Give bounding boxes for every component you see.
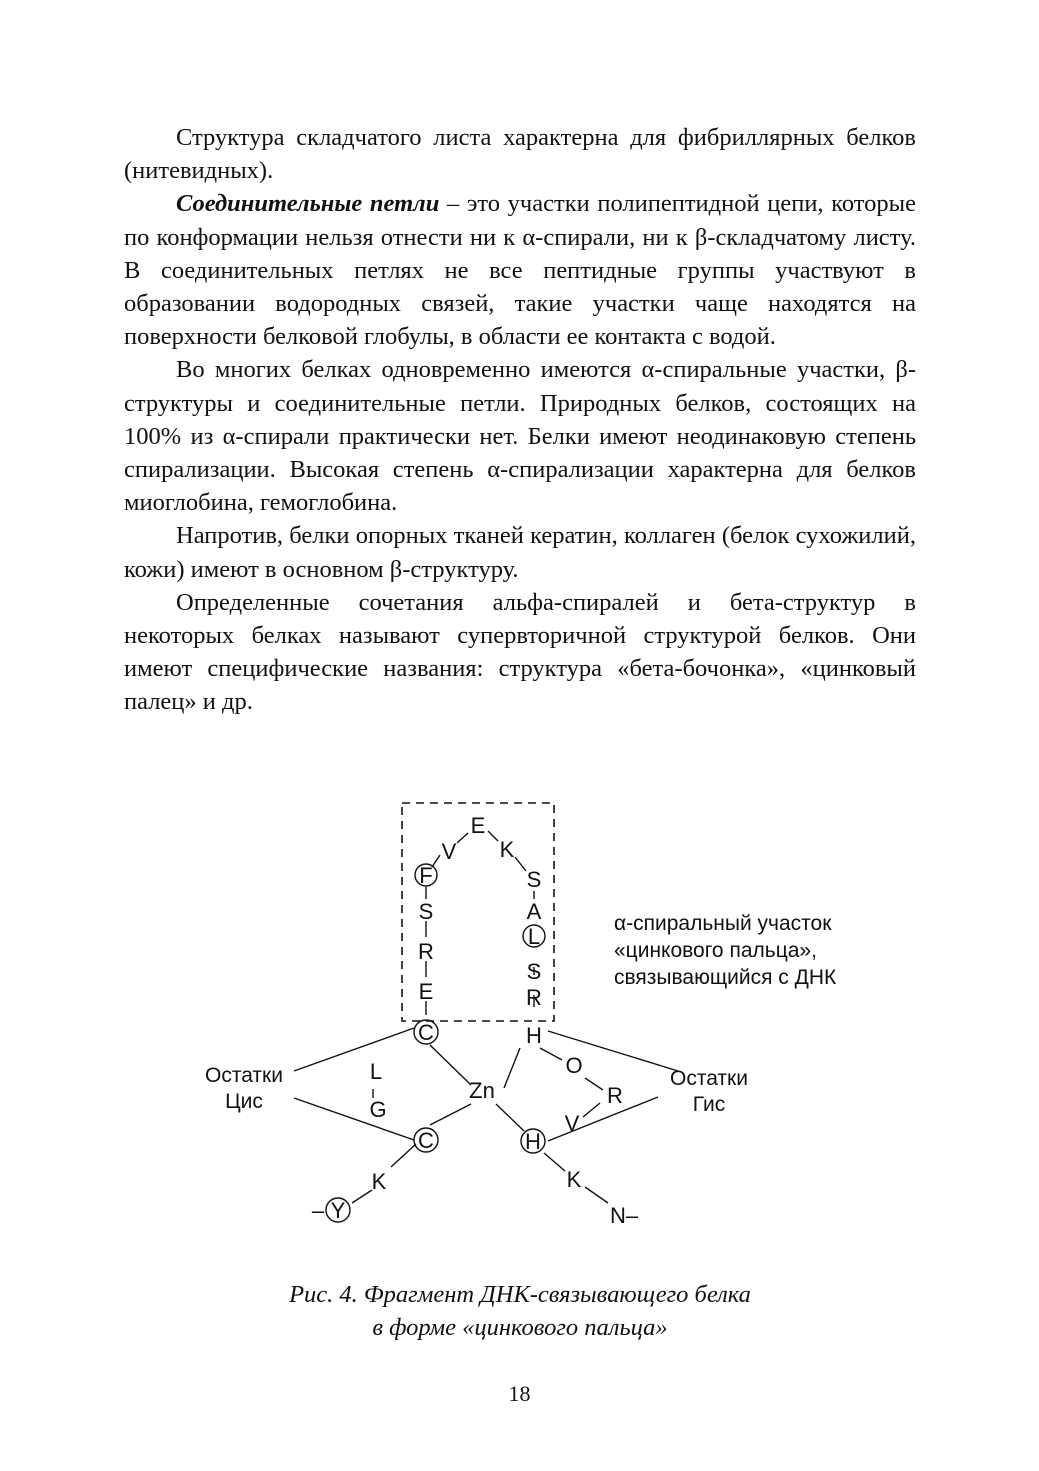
residue-E-top: E xyxy=(470,813,486,838)
residue-H-bottom: H xyxy=(525,1129,541,1154)
residue-R-left: R xyxy=(418,939,434,964)
residue-S-left: S xyxy=(418,899,434,924)
paragraph-1 xyxy=(124,121,916,187)
his-label-line-2: Гис xyxy=(692,1093,726,1116)
residue-K-top: K xyxy=(499,837,515,862)
page-number: 18 xyxy=(508,1381,531,1406)
residue-R-right: R xyxy=(526,985,542,1010)
paragraph-4-text: Напротив, белки опорных тканей кератин, коллаген (белок сухожилий, кожи) имеют в основном β-структуру. xyxy=(124,522,916,583)
residue-K-tail-left: K xyxy=(371,1169,387,1194)
residue-L-loop: L xyxy=(369,1059,383,1084)
residue-V-top: V xyxy=(441,839,457,864)
caption-line-1: Рис. 4. Фрагмент ДНК-связывающего белка xyxy=(289,1281,751,1308)
residue-Y-tail: Y xyxy=(330,1198,346,1223)
residue-F: F xyxy=(419,863,433,888)
paragraph-2 xyxy=(124,187,916,353)
cys-label-line-2: Цис xyxy=(225,1090,263,1113)
residue-V-loop: V xyxy=(564,1111,580,1136)
residue-K-tail-right: K xyxy=(566,1167,582,1192)
paragraph-3 xyxy=(124,353,916,519)
paragraph-3-text: Во многих белках одновременно имеются α-спиральные участки, β-структуры и соединительные петли. Природных белков, состоящих на 100% из α-спирали практически нет. Белки имеют неодинаковую степень спирализации. Высокая степень α-спирализации характерна для белков миоглобина, гемоглобина. xyxy=(124,356,916,517)
residue-circles xyxy=(326,864,545,1222)
paragraph-1-text: Структура складчатого листа характерна для фибриллярных белков (нитевидных). xyxy=(124,124,916,185)
paragraph-5 xyxy=(124,586,916,719)
residue-C-top: C xyxy=(418,1020,434,1045)
residue-L-right: L xyxy=(527,924,541,949)
paragraph-4 xyxy=(124,519,916,585)
bond-lines xyxy=(294,831,678,1203)
residue-N-terminus: N– xyxy=(609,1203,639,1228)
paragraph-5-text: Определенные сочетания альфа-спиралей и бета-структур в некоторых белках называют супервторичной структурой белков. Они имеют специфические названия: структура «бета-бочонка», «цинковый палец» и др. xyxy=(124,588,916,716)
residue-G-loop: G xyxy=(369,1097,387,1122)
residue-A-right: A xyxy=(526,899,542,924)
residue-R-loop: R xyxy=(607,1083,623,1108)
residue-C-bottom: C xyxy=(418,1128,434,1153)
helix-label-line-2: «цинкового пальца», xyxy=(614,939,817,962)
caption-line-2: в форме «цинкового пальца» xyxy=(372,1314,668,1341)
cys-label-line-1: Остатки xyxy=(205,1064,283,1087)
residue-S-right-2: S xyxy=(526,959,542,984)
residue-S-right-1: S xyxy=(526,867,542,892)
residue-E-left: E xyxy=(418,979,434,1004)
term-connecting-loops: Соединительные петли xyxy=(176,190,440,218)
zinc-finger-diagram xyxy=(160,795,860,1235)
zinc-atom: Zn xyxy=(469,1078,495,1103)
helix-label-line-1: α-спиральный участок xyxy=(614,912,832,935)
tail-left-dash: – xyxy=(311,1198,325,1223)
residue-O-loop: O xyxy=(565,1053,583,1078)
residue-H-top: H xyxy=(526,1023,542,1048)
his-label-line-1: Остатки xyxy=(670,1067,748,1090)
body-text xyxy=(124,121,916,719)
figure-caption xyxy=(124,1278,916,1344)
paragraph-2-text: – это участки полипептидной цепи, которые по конформации нельзя отнести ни к α-спирали, ни к β-складчатому листу. В соединительных петлях не все пептидные группы участвуют в образовании водородных связей, такие участки чаще находятся на поверхности белковой глобулы, в области ее контакта с водой. xyxy=(124,190,916,351)
helix-label-line-3: связывающийся с ДНК xyxy=(614,966,837,989)
